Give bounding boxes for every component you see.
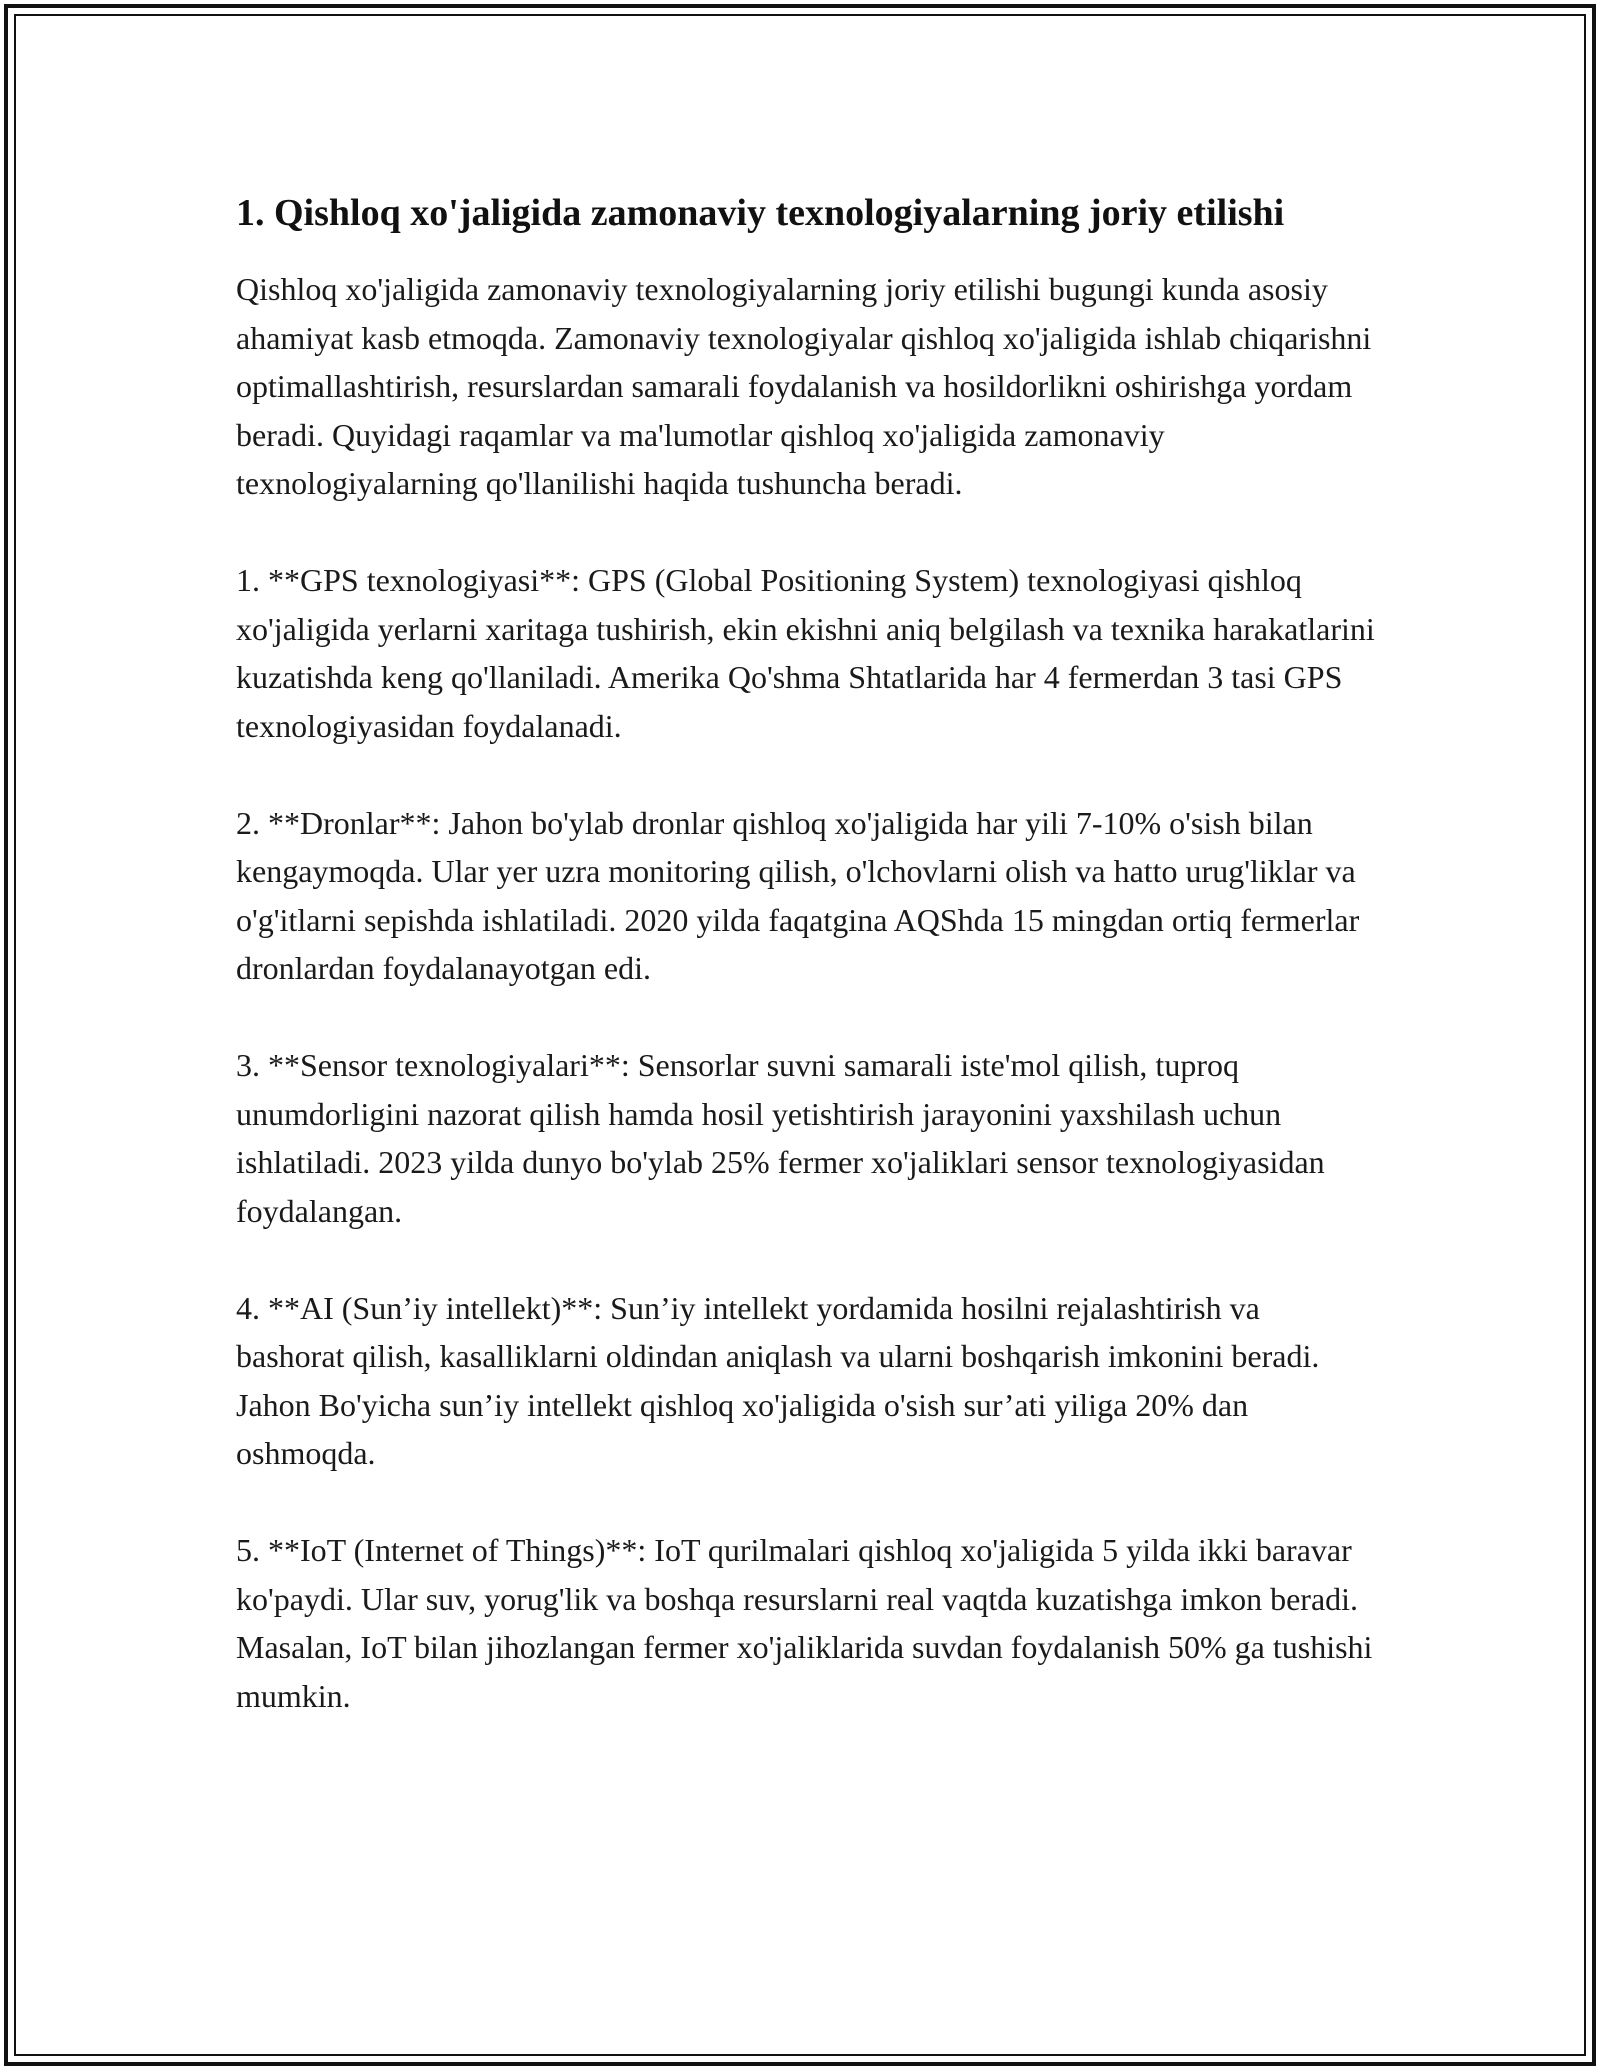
list-item-drones: 2. **Dronlar**: Jahon bo'ylab dronlar qishloq xo'jaligida har yili 7-10% o'sish bilan kengaymoqda. Ular yer uzra monitoring qilish, o'lchovlarni olish va hatto urug'liklar va o'g'itlarni sepishda ishlatiladi. 2020 yilda faqatgina AQShda 15 mingdan ortiq fermerlar dronlardan foydalanayotgan edi. [236, 804, 1360, 986]
intro-paragraph: Qishloq xo'jaligida zamonaviy texnologiyalarning joriy etilishi bugungi kunda asosiy ahamiyat kasb etmoqda. Zamonaviy texnologiyalar qishloq xo'jaligida ishlab chiqarishni optimallashtirish, resurslardan samarali foydalanish va hosildorlikni oshirishga yordam beradi. Quyidagi raqamlar va ma'lumotlar qishloq xo'jaligida zamonaviy texnologiyalarning qo'llanilishi haqida tushuncha beradi. [236, 271, 1372, 501]
page-title: 1. Qishloq xo'jaligida zamonaviy texnologiyalarning joriy etilishi [236, 192, 1285, 234]
list-item-ai: 4. **AI (Sun’iy intellekt)**: Sun’iy intellekt yordamida hosilni rejalashtirish va bashorat qilish, kasalliklarni oldindan aniqlash va ularni boshqarish imkonini beradi. Jahon Bo'yicha sun’iy intellekt qishloq xo'jaligida o'sish sur’ati yiliga 20% dan oshmoqda. [236, 1289, 1320, 1471]
list-item-gps: 1. **GPS texnologiyasi**: GPS (Global Positioning System) texnologiyasi qishloq xo'jaligida yerlarni xaritaga tushirish, ekin ekishni aniq belgilash va texnika harakatlarini kuzatishda keng qo'llaniladi. Amerika Qo'shma Shtatlarida har 4 fermerdan 3 tasi GPS texnologiyasidan foydalanadi. [236, 562, 1375, 744]
document-body [236, 186, 1376, 1720]
list-item-iot: 5. **IoT (Internet of Things)**: IoT qurilmalari qishloq xo'jaligida 5 yilda ikki baravar ko'paydi. Ular suv, yorug'lik va boshqa resurslarni real vaqtda kuzatishga imkon beradi. Masalan, IoT bilan jihozlangan fermer xo'jaliklarida suvdan foydalanish 50% ga tushishi mumkin. [236, 1532, 1373, 1714]
list-item-sensors: 3. **Sensor texnologiyalari**: Sensorlar suvni samarali iste'mol qilish, tuproq unumdorligini nazorat qilish hamda hosil yetishtirish jarayonini yaxshilash uchun ishlatiladi. 2023 yilda dunyo bo'ylab 25% fermer xo'jaliklari sensor texnologiyasidan foydalangan. [236, 1047, 1325, 1229]
